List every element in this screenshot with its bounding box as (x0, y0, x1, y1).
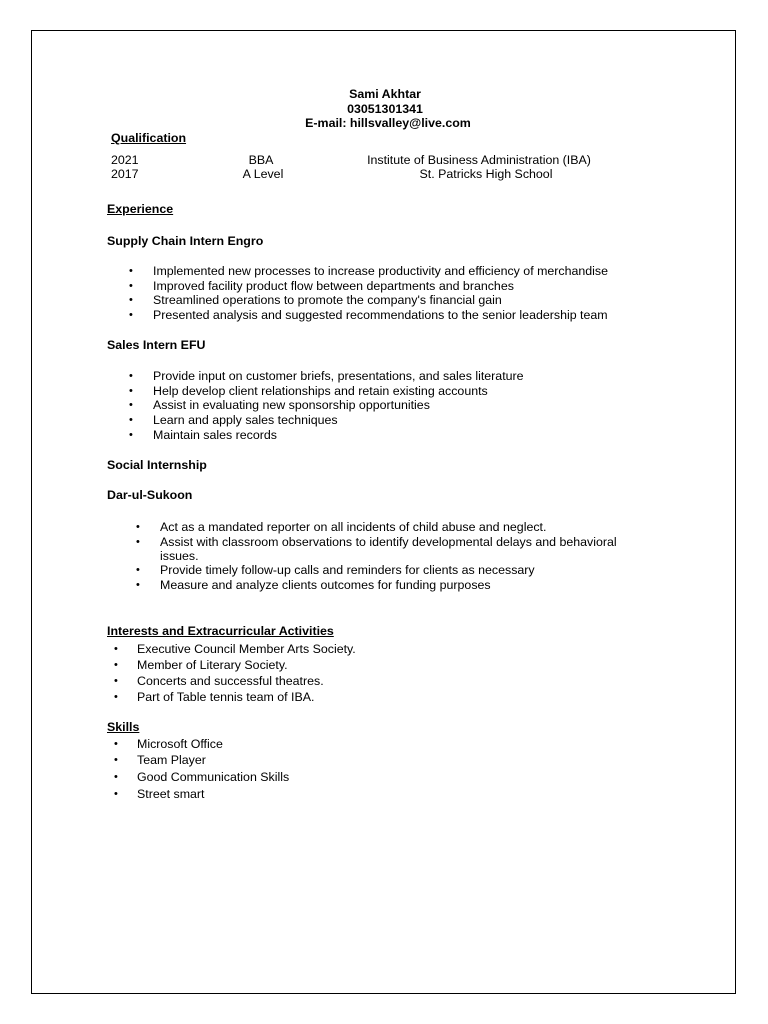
job-bullet: Provide input on customer briefs, presentations, and sales literature (153, 369, 524, 383)
bullet-icon: • (136, 579, 140, 591)
skill-item: Microsoft Office (137, 737, 223, 751)
experience-heading: Experience (107, 202, 174, 216)
job-bullet: Presented analysis and suggested recommendations to the senior leadership team (153, 308, 608, 322)
qualification-degree: BBA (248, 153, 274, 167)
job-bullet: Measure and analyze clients outcomes for funding purposes (160, 578, 491, 592)
bullet-icon: • (114, 659, 118, 671)
bullet-icon: • (114, 771, 118, 783)
job-title: Supply Chain Intern Engro (107, 234, 264, 248)
interest-item: Executive Council Member Arts Society. (137, 642, 356, 656)
bullet-icon: • (129, 280, 133, 292)
qualification-institute: St. Patricks High School (419, 167, 553, 181)
bullet-icon: • (136, 564, 140, 576)
skill-item: Street smart (137, 787, 205, 801)
bullet-icon: • (114, 691, 118, 703)
job-bullet: Maintain sales records (153, 428, 277, 442)
bullet-icon: • (114, 738, 118, 750)
job-bullet: Assist in evaluating new sponsorship opportunities (153, 398, 430, 412)
candidate-phone: 03051301341 (347, 102, 423, 116)
job-bullet-continuation: issues. (160, 549, 199, 563)
bullet-icon: • (114, 754, 118, 766)
interest-item: Concerts and successful theatres. (137, 674, 324, 688)
bullet-icon: • (129, 309, 133, 321)
interests-heading: Interests and Extracurricular Activities (107, 624, 334, 638)
bullet-icon: • (129, 370, 133, 382)
bullet-icon: • (129, 399, 133, 411)
job-bullet: Provide timely follow-up calls and reminders for clients as necessary (160, 563, 535, 577)
organization-name: Dar-ul-Sukoon (107, 488, 193, 502)
candidate-email: E-mail: hillsvalley@live.com (305, 116, 471, 130)
job-bullet: Implemented new processes to increase productivity and efficiency of merchandise (153, 264, 609, 278)
skill-item: Team Player (137, 753, 206, 767)
social-internship-heading: Social Internship (107, 458, 207, 472)
bullet-icon: • (129, 429, 133, 441)
bullet-icon: • (136, 536, 140, 548)
skill-item: Good Communication Skills (137, 770, 290, 784)
job-bullet: Streamlined operations to promote the company's financial gain (153, 293, 502, 307)
qualification-year: 2017 (111, 167, 139, 181)
job-bullet: Act as a mandated reporter on all incidents of child abuse and neglect. (160, 520, 547, 534)
bullet-icon: • (114, 788, 118, 800)
qualification-degree: A Level (242, 167, 284, 181)
bullet-icon: • (136, 521, 140, 533)
bullet-icon: • (129, 385, 133, 397)
candidate-name: Sami Akhtar (349, 87, 421, 101)
bullet-icon: • (129, 294, 133, 306)
interest-item: Part of Table tennis team of IBA. (137, 690, 315, 704)
interest-item: Member of Literary Society. (137, 658, 288, 672)
bullet-icon: • (129, 265, 133, 277)
skills-heading: Skills (107, 720, 140, 734)
qualification-heading: Qualification (111, 131, 187, 145)
qualification-year: 2021 (111, 153, 139, 167)
job-bullet: Help develop client relationships and retain existing accounts (153, 384, 488, 398)
qualification-institute: Institute of Business Administration (IBA) (367, 153, 591, 167)
bullet-icon: • (114, 675, 118, 687)
bullet-icon: • (129, 414, 133, 426)
job-bullet: Learn and apply sales techniques (153, 413, 338, 427)
job-bullet: Improved facility product flow between departments and branches (153, 279, 514, 293)
job-title: Sales Intern EFU (107, 338, 206, 352)
bullet-icon: • (114, 643, 118, 655)
job-bullet: Assist with classroom observations to identify developmental delays and behavioral (160, 535, 617, 549)
